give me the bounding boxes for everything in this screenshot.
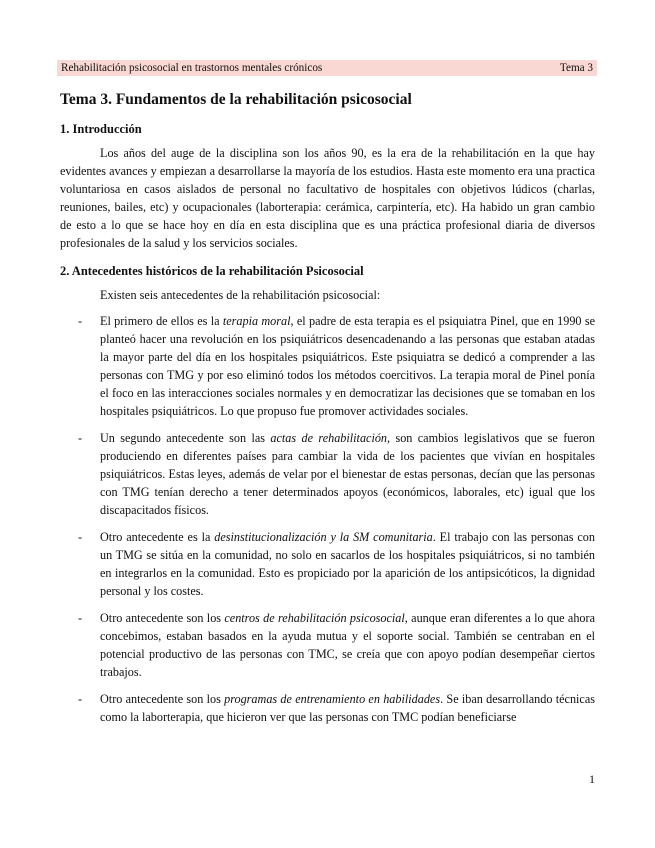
document-title: Tema 3. Fundamentos de la rehabilitación psicosocial [60,91,412,108]
italic-term: desinstitucionalización y la SM comunitaria [214,530,433,544]
dash-bullet: - [78,611,83,625]
document-body [60,90,595,735]
dash-bullet: - [78,530,83,544]
dash-bullet: - [78,314,83,328]
italic-term: centros de rehabilitación psicosocial [224,611,405,625]
antecedentes-lead: Existen seis antecedentes de la rehabilitación psicosocial: [100,288,381,302]
list-item-text: El primero de ellos es la terapia moral, el padre de esta terapia es el psiquiatra Pinel, que en 1990 se planteó hacer una revolución en los psiquiátricos desencadenando a las personas que estaban atadas la mayor parte del día en los hospitales psiquiátricos. Este psiquiatra se dedicó a comprender a las personas con TMG y por eso eliminó todos los métodos coercitivos. La terapia moral de Pinel ponía el foco en las interacciones sociales normales y en democratizar las decisiones que se tomaban en los hospitales psiquiátricos. Lo que propuso fue promover actividades sociales. [100,314,595,418]
section-heading-antecedentes: 2. Antecedentes históricos de la rehabilitación Psicosocial [60,264,364,278]
italic-term: actas de rehabilitación [270,431,388,445]
list-item-text: Un segundo antecedente son las actas de rehabilitación, son cambios legislativos que se fueron produciendo en diferentes países para cambiar la vida de los pacientes que vivían en hospitales psiquiátricos. Estas leyes, además de velar por el bienestar de estas personas, decían que las personas con TMG tenían derecho a tener determinados apoyos (económicos, laborales, etc) igual que los discapacitados físicos. [100,431,595,517]
dash-bullet: - [78,431,83,445]
list-item [60,429,595,519]
list-item [60,528,595,600]
page-number: 1 [589,772,595,786]
intro-paragraph: Los años del auge de la disciplina son los años 90, es la era de la rehabilitación en la que hay evidentes avances y empiezan a desarrollarse la mayoría de los estudios. Hasta este momento era una practica voluntariosa en casos aislados de personal no facultativo de hospitales con objetivos lúdicos (charlas, reuniones, bailes, etc) y ocupacionales (laborterapia: cerámica, carpintería, etc). Ha habido un gran cambio de esto a lo que se hace hoy en día en esta disciplina que es una práctica profesional diaria de diversos profesionales de la salud y los servicios sociales. [60,146,596,250]
dash-bullet: - [78,692,83,706]
antecedentes-list [60,312,595,726]
list-item-text: Otro antecedente es la desinstitucionalización y la SM comunitaria. El trabajo con las personas con un TMG se sitúa en la comunidad, no solo en sacarlos de los hospitales psiquiátricos, si no también en integrarlos en la comunidad. Esto es propiciado por la aparición de los antipsicóticos, la dignidad personal y los costes. [100,530,595,598]
list-item [60,609,595,681]
italic-term: programas de entrenamiento en habilidades [224,692,441,706]
list-item-text: Otro antecedente son los centros de rehabilitación psicosocial, aunque eran diferentes a lo que ahora concebimos, estaban basados en la ayuda mutua y el soporte social. También se centraban en el potencial productivo de las personas con TMC, se creía que con apoyo podían desempeñar ciertos trabajos. [100,611,595,679]
list-item [60,312,595,420]
list-item [60,690,595,726]
header-course-title: Rehabilitación psicosocial en trastornos mentales crónicos [61,62,323,74]
list-item-text: Otro antecedente son los programas de entrenamiento en habilidades. Se iban desarrollando técnicas como la laborterapia, que hicieron ver que las personas con TMC podían beneficiarse [100,692,595,724]
section-heading-introduccion: 1. Introducción [60,122,142,136]
italic-term: terapia moral [222,314,291,328]
page-header [57,60,597,76]
header-topic-label: Tema 3 [559,62,593,74]
